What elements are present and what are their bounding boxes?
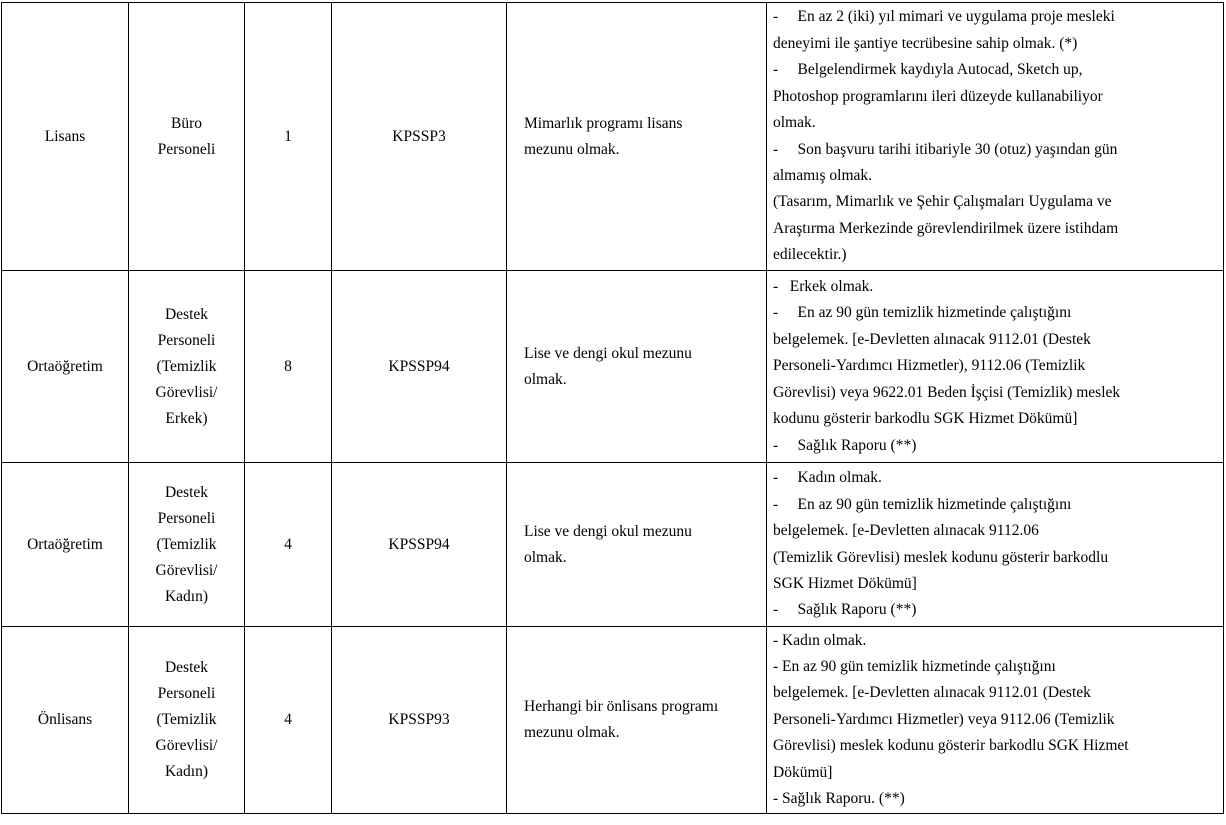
requirement-line: - Belgelendirmek kaydıyla Autocad, Sketch up, xyxy=(773,61,1083,79)
requirement-line: olmak. xyxy=(773,114,816,132)
special-requirements-cell xyxy=(767,463,1224,627)
position-count-cell: 4 xyxy=(245,463,332,627)
position-title-line: Personeli xyxy=(157,685,216,702)
qualification-line: mezunu olmak. xyxy=(524,724,620,741)
requirement-line: - Kadın olmak. xyxy=(773,469,882,487)
position-title-cell xyxy=(129,3,245,271)
position-title-line: Personeli xyxy=(157,140,216,158)
table-body xyxy=(2,3,1224,814)
position-title-cell xyxy=(129,271,245,463)
education-level-cell: Ortaöğretim xyxy=(2,271,129,463)
qualification-line: Lise ve dengi okul mezunu xyxy=(524,344,692,362)
kpss-score-type-cell: KPSSP94 xyxy=(332,271,507,463)
kpss-score-type-cell: KPSSP3 xyxy=(332,3,507,271)
requirement-line: - En az 90 gün temizlik hizmetinde çalıştığını xyxy=(773,657,1056,675)
requirement-line: almamış olmak. xyxy=(773,166,873,184)
requirement-line: kodunu gösterir barkodlu SGK Hizmet Dökümü] xyxy=(773,410,1078,428)
qualification-line: olmak. xyxy=(524,370,567,388)
requirement-line: belgelemek. [e-Devletten alınacak 9112.01 (Destek xyxy=(773,684,1091,702)
position-count-cell: 4 xyxy=(245,627,332,814)
position-title-line: Destek xyxy=(164,305,209,323)
position-title-line: Erkek) xyxy=(165,409,208,427)
position-title-line: Kadın) xyxy=(164,763,209,780)
staff-requirements-table xyxy=(1,2,1224,814)
special-requirements-cell xyxy=(767,627,1224,814)
position-title-line: Destek xyxy=(164,659,209,676)
qualification-line: Herhangi bir önlisans programı xyxy=(524,698,719,715)
requirement-line: belgelemek. [e-Devletten alınacak 9112.06 xyxy=(773,522,1039,540)
requirement-line: - En az 90 gün temizlik hizmetinde çalıştığını xyxy=(773,495,1072,513)
position-title-cell xyxy=(129,463,245,627)
requirement-line: Görevlisi) veya 9622.01 Beden İşçisi (Temizlik) meslek xyxy=(773,383,1121,401)
special-requirements-cell xyxy=(767,3,1224,271)
requirement-line: - En az 2 (iki) yıl mimari ve uygulama proje mesleki xyxy=(773,8,1115,26)
requirement-line: - En az 90 gün temizlik hizmetinde çalıştığını xyxy=(773,304,1072,322)
requirement-line: Görevlisi) meslek kodunu gösterir barkodlu SGK Hizmet xyxy=(773,737,1129,755)
requirement-line: Photoshop programlarını ileri düzeyde kullanabiliyor xyxy=(773,87,1103,105)
table-row xyxy=(2,627,1224,814)
special-requirements-cell xyxy=(767,271,1224,463)
requirement-line: - Sağlık Raporu (**) xyxy=(773,436,917,454)
position-title-line: Personeli xyxy=(157,331,216,349)
qualification-line: Lise ve dengi okul mezunu xyxy=(524,522,692,540)
requirement-line: Personeli-Yardımcı Hizmetler), 9112.06 (Temizlik xyxy=(773,357,1086,375)
position-count-cell: 8 xyxy=(245,271,332,463)
requirement-line: belgelemek. [e-Devletten alınacak 9112.01 (Destek xyxy=(773,330,1091,348)
graduation-qualification-cell xyxy=(507,627,767,814)
requirement-line: (Tasarım, Mimarlık ve Şehir Çalışmaları Uygulama ve xyxy=(773,193,1112,211)
requirement-line: - Kadın olmak. xyxy=(773,631,867,649)
kpss-score-type-cell: KPSSP93 xyxy=(332,627,507,814)
graduation-qualification-cell xyxy=(507,3,767,271)
qualification-line: mezunu olmak. xyxy=(524,140,620,158)
table-row xyxy=(2,3,1224,271)
position-title-line: (Temizlik xyxy=(156,711,217,728)
position-title-line: Destek xyxy=(164,483,209,501)
position-title-line: (Temizlik xyxy=(156,535,217,553)
position-title-cell xyxy=(129,627,245,814)
education-level-cell: Lisans xyxy=(2,3,129,271)
requirement-line: (Temizlik Görevlisi) meslek kodunu gösterir barkodlu xyxy=(773,548,1109,566)
requirement-line: deneyimi ile şantiye tecrübesine sahip olmak. (*) xyxy=(773,34,1078,52)
position-title-line: Personeli xyxy=(157,509,216,527)
position-title-line: Görevlisi/ xyxy=(155,737,218,754)
position-title-line: Büro xyxy=(171,114,202,132)
kpss-score-type-cell: KPSSP94 xyxy=(332,463,507,627)
requirement-line: - Son başvuru tarihi itibariyle 30 (otuz) yaşından gün xyxy=(773,140,1118,158)
graduation-qualification-cell xyxy=(507,463,767,627)
requirement-line: - Sağlık Raporu. (**) xyxy=(773,790,905,808)
requirement-line: - Erkek olmak. xyxy=(773,278,874,296)
qualification-line: Mimarlık programı lisans xyxy=(524,114,683,132)
table-row xyxy=(2,463,1224,627)
graduation-qualification-cell xyxy=(507,271,767,463)
education-level-cell: Önlisans xyxy=(2,627,129,814)
position-title-line: Kadın) xyxy=(164,587,209,605)
table-row xyxy=(2,271,1224,463)
requirement-line: edilecektir.) xyxy=(773,246,847,264)
requirement-line: Araştırma Merkezinde görevlendirilmek üzere istihdam xyxy=(773,219,1119,237)
position-title-line: Görevlisi/ xyxy=(155,561,218,579)
requirement-line: SGK Hizmet Dökümü] xyxy=(773,574,917,592)
education-level-cell: Ortaöğretim xyxy=(2,463,129,627)
position-title-line: Görevlisi/ xyxy=(155,383,218,401)
position-title-line: (Temizlik xyxy=(156,357,217,375)
qualification-line: olmak. xyxy=(524,548,567,566)
requirement-line: Personeli-Yardımcı Hizmetler) veya 9112.06 (Temizlik xyxy=(773,710,1115,728)
requirement-line: Dökümü] xyxy=(773,763,833,781)
position-count-cell: 1 xyxy=(245,3,332,271)
requirement-line: - Sağlık Raporu (**) xyxy=(773,601,917,619)
